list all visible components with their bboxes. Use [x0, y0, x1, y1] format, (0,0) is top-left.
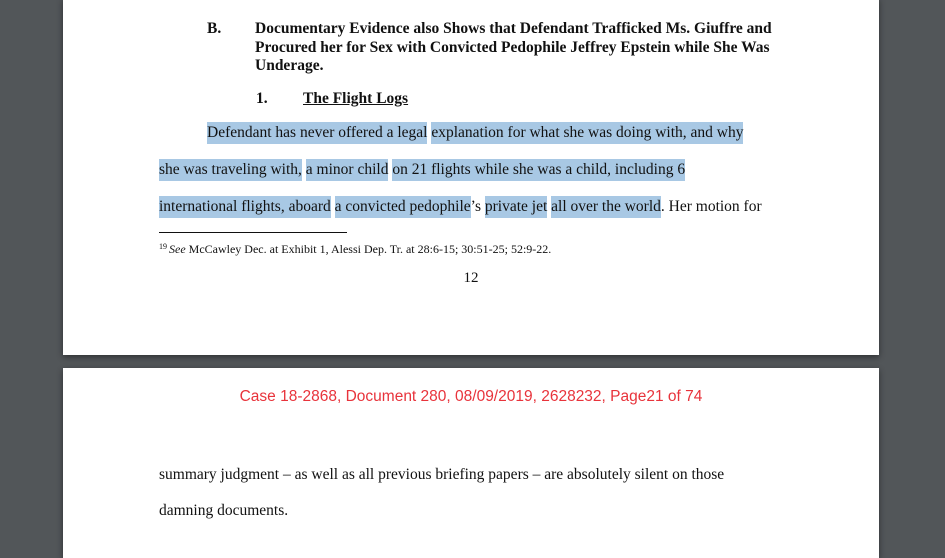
document-page-next: [63, 368, 879, 558]
paragraph-line-1[interactable]: summary judgment – as well as all previous briefing papers – are absolutely silent on those: [159, 466, 725, 483]
footnote-text: McCawley Dec. at Exhibit 1, Alessi Dep. Tr. at 28:6-15; 30:51-25; 52:9-22.: [185, 242, 552, 256]
plain-text: . Her motion for: [660, 198, 762, 215]
document-page-12: [63, 0, 879, 355]
paragraph-line-2[interactable]: [159, 160, 685, 180]
highlighted-text[interactable]: a minor child: [306, 159, 389, 181]
paragraph-line-3[interactable]: [159, 197, 762, 217]
subsection-title: The Flight Logs: [303, 90, 409, 107]
highlighted-text[interactable]: a convicted pedophile: [335, 196, 471, 218]
section-letter: B.: [207, 20, 222, 37]
section-title: Documentary Evidence also Shows that Defendant Trafficked Ms. Giuffre and Procured her for Sex with Convicted Pedophile Jeffrey Epstein while She Was Underage.: [255, 20, 772, 74]
highlighted-text[interactable]: explanation for what she was doing with, and why: [431, 122, 743, 144]
case-stamp-header: Case 18-2868, Document 280, 08/09/2019, 2628232, Page21 of 74: [239, 388, 703, 405]
footnote-signal: See: [169, 242, 186, 256]
footnote-number: 19: [159, 242, 167, 251]
footnote-19: [159, 242, 551, 257]
text-fragment: ’s: [470, 198, 481, 215]
highlighted-text[interactable]: she was traveling with,: [159, 159, 302, 181]
paragraph-line-2[interactable]: damning documents.: [159, 502, 289, 519]
highlighted-text[interactable]: international flights, aboard: [159, 196, 331, 218]
page-number: 12: [463, 270, 479, 286]
highlighted-text[interactable]: on 21 flights while she was a child, including 6: [392, 159, 685, 181]
paragraph-line-1[interactable]: [207, 123, 743, 143]
subsection-number: 1.: [256, 90, 268, 107]
highlighted-text[interactable]: all over the world: [551, 196, 661, 218]
highlighted-text[interactable]: Defendant has never offered a legal: [207, 122, 427, 144]
highlighted-text[interactable]: private jet: [485, 196, 547, 218]
footnote-divider: [159, 232, 347, 233]
